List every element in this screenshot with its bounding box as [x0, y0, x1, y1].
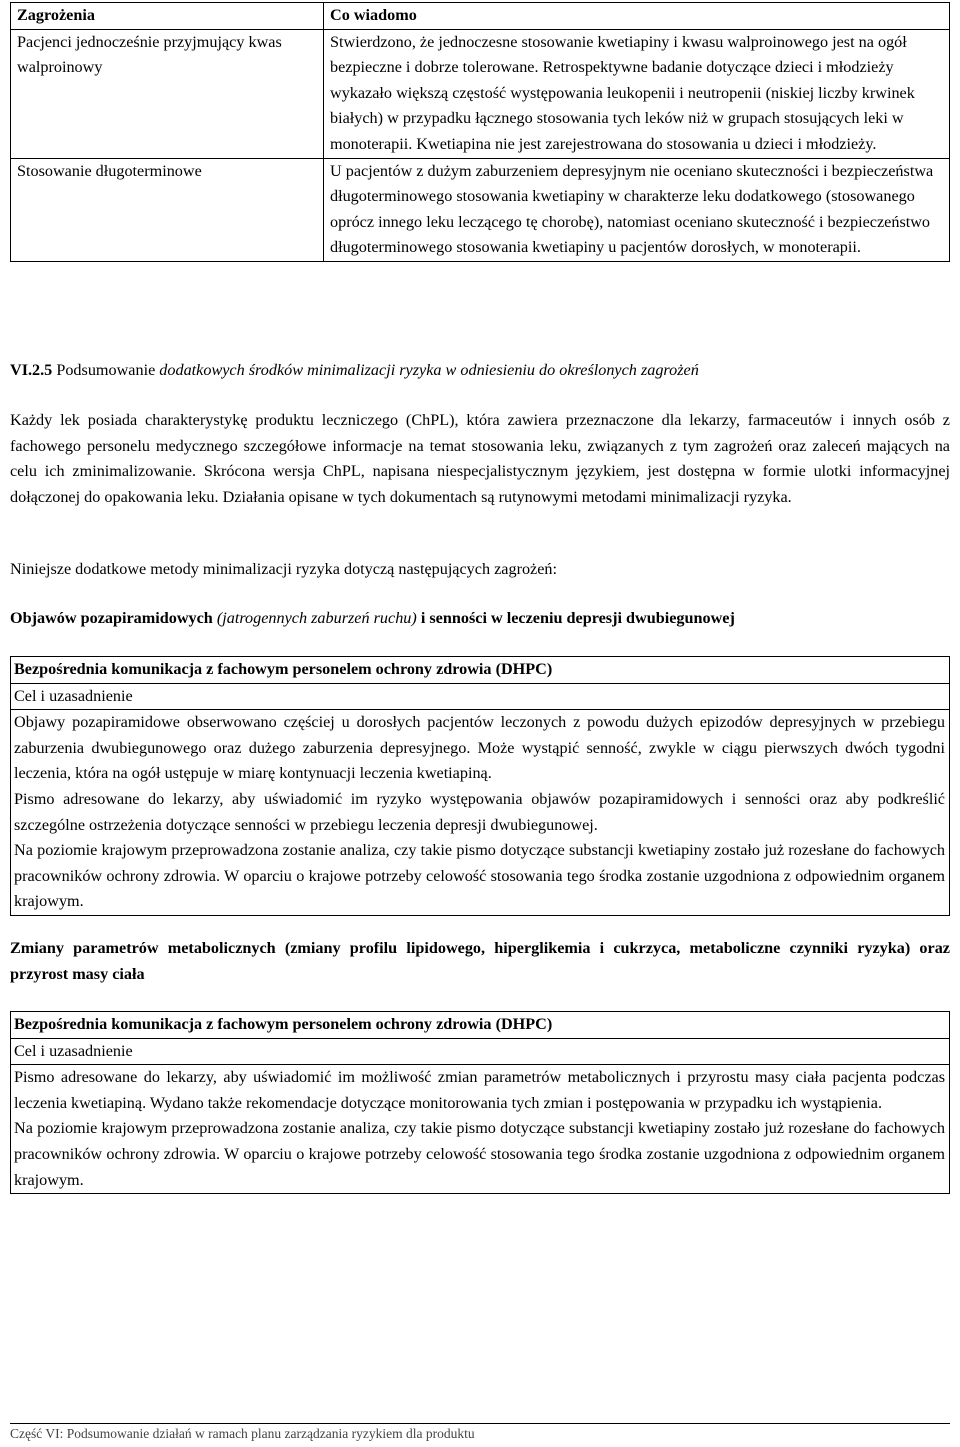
risk2-heading: [10, 936, 950, 987]
risk1-dhpc-box: [10, 656, 950, 916]
risk2-box-title-row: [11, 1012, 949, 1038]
table-cell-known: U pacjentów z dużym zaburzeniem depresyjnym nie oceniano skuteczności i bezpieczeństwa długoterminowego stosowania kwetiapiny w charakterze leku dodatkowego (stosowanego oprócz innego leku leczącego tę chorobę), natomiast oceniano skuteczność i bezpieczeństwo długoterminowego stosowania kwetiapiny u pacjentów dorosłych, w monoterapii.: [324, 158, 950, 261]
risk1-heading-bold-b: i senności w leczeniu depresji dwubiegunowej: [420, 609, 735, 627]
risk2-box-subtitle-row: [11, 1038, 949, 1065]
risk1-para2: Pismo adresowane do lekarzy, aby uświadomić im ryzyko występowania objawów pozapiramidowych i senności oraz aby podkreślić szczególne ostrzeżenia dotyczące senności w przebiegu leczenia depresji dwubiegunowej.: [14, 789, 945, 834]
risk1-box-body: [11, 709, 949, 915]
table-cell-risk: Pacjenci jednocześnie przyjmujący kwas walproinowy: [11, 29, 324, 158]
risk1-heading-bold-a: Objawów pozapiramidowych: [10, 609, 213, 627]
lead-sentence: Niniejsze dodatkowe metody minimalizacji ryzyka dotyczą następujących zagrożeń:: [10, 560, 558, 578]
risk2-box-subtitle: Cel i uzasadnienie: [14, 1041, 133, 1060]
risk1-box-title: Bezpośrednia komunikacja z fachowym personelem ochrony zdrowia (DHPC): [14, 660, 553, 678]
risk1-box-title-row: [11, 657, 949, 683]
table-header-known: Co wiadomo: [324, 3, 950, 30]
risk2-heading-text: Zmiany parametrów metabolicznych (zmiany profilu lipidowego, hiperglikemia i cukrzyca, metaboliczne czynniki ryzyka) oraz przyrost masy ciała: [10, 939, 950, 983]
page-footer: Część VI: Podsumowanie działań w ramach planu zarządzania ryzykiem dla produktu: [10, 1426, 475, 1441]
risk2-para1: Pismo adresowane do lekarzy, aby uświadomić im możliwość zmian parametrów metabolicznych i przyrostu masy ciała pacjenta podczas leczenia kwetiapiną. Wydano także rekomendacje dotyczące monitorowania tych zmian i postępowania w przypadku ich wystąpienia.: [14, 1068, 945, 1112]
risk1-para3: Na poziomie krajowym przeprowadzona zostanie analiza, czy takie pismo dotyczące substancji kwetiapiny zostało już rozesłane do fachowych pracowników ochrony zdrowia. W oparciu o krajowe potrzeby celowość stosowania tego środka zostanie uzgodniona z odpowiednim organem krajowym.: [14, 841, 945, 911]
table-header-risks: Zagrożenia: [11, 3, 324, 30]
section-heading: [10, 358, 950, 384]
footer-divider: [10, 1423, 950, 1424]
table-row: [11, 158, 950, 261]
risk1-box-subtitle-row: [11, 683, 949, 710]
table-cell-risk: Stosowanie długoterminowe: [11, 158, 324, 261]
section-title-plain: Podsumowanie: [56, 361, 156, 379]
risk2-box-body: [11, 1064, 949, 1193]
risk1-heading-italic: (jatrogennych zaburzeń ruchu): [216, 609, 417, 627]
table-header-row: [11, 3, 950, 30]
table-row: [11, 29, 950, 158]
risk2-dhpc-box: [10, 1011, 950, 1194]
table-cell-known: Stwierdzono, że jednoczesne stosowanie kwetiapiny i kwasu walproinowego jest na ogół bezpieczne i dobrze tolerowane. Retrospektywne badanie dotyczące dzieci i młodzieży wykazało większą częstość występowania leukopenii i neutropenii (niskiej liczby krwinek białych) w przypadku łącznego stosowania tych leków niż w grupach stosujących leki w monoterapii. Kwetiapina nie jest zarejestrowana do stosowania u dzieci i młodzieży.: [324, 29, 950, 158]
risk2-box-title: Bezpośrednia komunikacja z fachowym personelem ochrony zdrowia (DHPC): [14, 1015, 553, 1033]
risk1-heading: [10, 606, 950, 632]
section-title-italic: dodatkowych środków minimalizacji ryzyka w odniesieniu do określonych zagrożeń: [159, 361, 699, 379]
risk2-para2: Na poziomie krajowym przeprowadzona zostanie analiza, czy takie pismo dotyczące substancji kwetiapiny zostało już rozesłane do fachowych pracowników ochrony zdrowia. W oparciu o krajowe potrzeby celowość stosowania tego środka zostanie uzgodniona z odpowiednim organem krajowym.: [14, 1119, 945, 1189]
intro-paragraph: Każdy lek posiada charakterystykę produktu leczniczego (ChPL), która zawiera przeznaczone dla lekarzy, farmaceutów i innych osób z fachowego personelu medycznego szczegółowe informacje na temat stosowania leku, związanych z tym zagrożeń oraz zaleceń mających na celu ich zminimalizowanie. Skrócona wersja ChPL, napisana niespecjalistycznym językiem, jest dostępna w formie ulotki informacyjnej dołączonej do opakowania leku. Działania opisane w tych dokumentach są rutynowymi metodami minimalizacji ryzyka.: [10, 411, 950, 506]
risk1-box-subtitle: Cel i uzasadnienie: [14, 686, 133, 705]
section-number: VI.2.5: [10, 361, 53, 379]
risk1-para1: Objawy pozapiramidowe obserwowano częściej u dorosłych pacjentów leczonych z powodu dużych epizodów depresyjnych w przebiegu zaburzenia dwubiegunowego oraz dużego zaburzenia depresyjnego. Może wystąpić senność, zwykle w ciągu pierwszych dwóch tygodni leczenia, która na ogół ustępuje w miarę kontynuacji leczenia kwetiapiną.: [14, 713, 945, 783]
risk-table: [10, 2, 950, 262]
